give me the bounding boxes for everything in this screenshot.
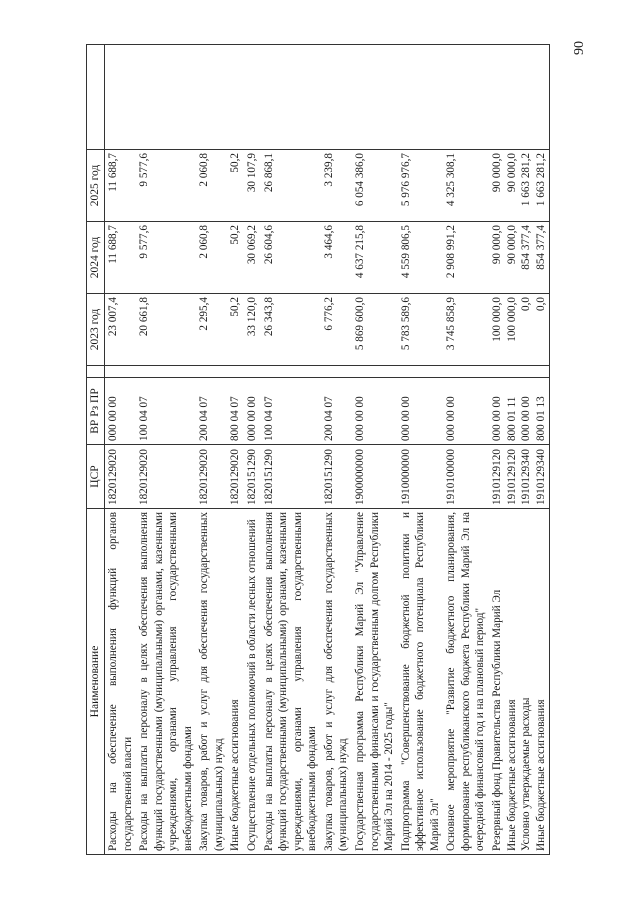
spacer-cell: [398, 366, 444, 378]
table-row: [321, 45, 352, 855]
csr-cell: [321, 445, 352, 509]
vr-rz-pr-cell-value: 800 04 07: [229, 396, 242, 441]
blank-cell: [196, 45, 227, 150]
spacer-cell: [196, 366, 227, 378]
spacer-cell: [261, 366, 321, 378]
amount-2025-value: 9 577,6: [138, 153, 151, 187]
spacer-cell: [352, 366, 398, 378]
vr-rz-pr-cell-value: 000 00 00: [399, 396, 412, 441]
vr-rz-pr-cell-value: 000 00 00: [491, 396, 503, 441]
blank-cell: [352, 45, 398, 150]
blank-cell: [398, 45, 444, 150]
amount-2024: [352, 222, 398, 294]
row-name-line: Резервный фонд Правительства Республики Марий Эл: [491, 589, 503, 851]
amount-2025-value: 1 663 281,2: [534, 153, 547, 207]
blank-cell: [227, 45, 244, 150]
row-name-line: Иные бюджетные ассигнования: [534, 699, 547, 851]
amount-2025: [398, 150, 444, 222]
amount-2025-value: 90 000,0: [505, 153, 518, 193]
budget-table: [86, 44, 550, 855]
amount-2024-value: 854 377,4: [534, 225, 547, 270]
blank-cell: [261, 45, 321, 150]
table-row: [489, 45, 550, 855]
csr-cell: [196, 445, 227, 509]
amount-2025: [321, 150, 352, 222]
row-name: [489, 509, 550, 855]
vr-rz-pr-cell-value: 200 04 07: [322, 396, 335, 441]
amount-2023: [136, 294, 196, 366]
table-row: [227, 45, 244, 855]
amount-2024-value: 50,2: [229, 225, 242, 245]
amount-2023: [443, 294, 489, 366]
csr-cell-value: 1910129120: [505, 449, 518, 505]
amount-2023: [321, 294, 352, 366]
vr-rz-pr-cell: [104, 378, 136, 445]
table-row: [352, 45, 398, 855]
csr-cell: [489, 445, 550, 509]
amount-2025: [261, 150, 321, 222]
amount-2025-value: 5 976 976,7: [399, 153, 412, 207]
vr-rz-pr-cell: [136, 378, 196, 445]
amount-2025-value: 1 663 281,2: [520, 153, 533, 207]
header-2023: 2023 год: [87, 294, 105, 366]
spacer-cell: [244, 366, 261, 378]
amount-2024-value: 30 069,2: [246, 225, 258, 265]
amount-2025: [244, 150, 261, 222]
row-name: Расходы на обеспечение выполнения функций органов государственной власти: [104, 509, 136, 855]
page-number: 90: [572, 41, 587, 55]
amount-2024-value: 26 604,6: [262, 225, 275, 265]
amount-2025: [196, 150, 227, 222]
row-name: Основное мероприятие "Развитие бюджетного планирования, формирование республиканского бюджета Республики Марий Эл на очередной финансовый год и на плановый период": [443, 509, 489, 855]
csr-cell-value: 1910129120: [491, 449, 503, 505]
amount-2025-value: 11 688,7: [106, 153, 119, 192]
row-name-line: Иные бюджетные ассигнования: [505, 699, 518, 851]
amount-2024-value: 90 000,0: [505, 225, 518, 265]
table-row: [136, 45, 196, 855]
header-2025: 2025 год: [87, 150, 105, 222]
amount-2025: [443, 150, 489, 222]
row-name-line: Условно утверждаемые расходы: [520, 697, 533, 851]
header-name: Наименование: [87, 509, 105, 855]
vr-rz-pr-cell-value: 000 00 00: [246, 396, 258, 441]
amount-2023-value: 5 783 589,6: [399, 297, 412, 351]
amount-2024-value: 2 908 991,2: [445, 225, 458, 279]
amount-2024-value: 9 577,6: [138, 225, 151, 259]
csr-cell-value: 1820129020: [229, 449, 242, 505]
amount-2025: [104, 150, 136, 222]
row-name: Подпрограмма "Совершенствование бюджетной политики и эффективное использование бюджетного потенциала Республики Марий Эл": [398, 509, 444, 855]
amount-2025-value: 6 054 386,0: [353, 153, 366, 207]
row-name: Закупка товаров, работ и услуг для обеспечения государственных (муниципальных) нужд: [196, 509, 227, 855]
csr-cell-value: 1900000000: [353, 449, 366, 505]
amount-2023-value: 33 120,0: [246, 297, 258, 337]
csr-cell: [261, 445, 321, 509]
vr-rz-pr-cell-value: 100 04 07: [262, 396, 275, 441]
spacer-cell: [489, 366, 550, 378]
vr-rz-pr-cell: [489, 378, 550, 445]
amount-2025-value: 50,2: [229, 153, 242, 173]
amount-2025-value: 30 107,9: [246, 153, 258, 193]
amount-2024: [398, 222, 444, 294]
csr-cell: [136, 445, 196, 509]
amount-2023-value: 20 661,8: [138, 297, 151, 337]
csr-cell-value: 1820129020: [198, 449, 211, 505]
blank-cell: [443, 45, 489, 150]
amount-2025-value: 3 239,8: [322, 153, 335, 187]
table-row: [104, 45, 136, 855]
amount-2023-value: 100 000,0: [491, 297, 503, 342]
amount-2023-value: 6 776,2: [322, 297, 335, 331]
row-name: Закупка товаров, работ и услуг для обеспечения государственных (муниципальных) нужд: [321, 509, 352, 855]
table-row: [196, 45, 227, 855]
table-row: [244, 45, 261, 855]
amount-2023-value: 23 007,4: [106, 297, 119, 337]
csr-cell-value: 1910129340: [520, 449, 533, 505]
csr-cell-value: 1820151290: [322, 449, 335, 505]
amount-2025-value: 26 868,1: [262, 153, 275, 193]
amount-2025-value: 2 060,8: [198, 153, 211, 187]
vr-rz-pr-cell: [196, 378, 227, 445]
amount-2023-value: 50,2: [229, 297, 242, 317]
amount-2024: [136, 222, 196, 294]
amount-2023: [244, 294, 261, 366]
amount-2024-value: 854 377,4: [520, 225, 533, 270]
amount-2024-value: 3 464,6: [322, 225, 335, 259]
csr-cell-value: 1820151290: [246, 449, 258, 505]
header-2024: 2024 год: [87, 222, 105, 294]
row-name: Иные бюджетные ассигнования: [227, 509, 244, 855]
blank-cell: [321, 45, 352, 150]
blank-cell: [489, 45, 550, 150]
csr-cell: [244, 445, 261, 509]
header-csr: ЦСР: [87, 445, 105, 509]
spacer-cell: [321, 366, 352, 378]
spacer-cell: [104, 366, 136, 378]
amount-2024: [104, 222, 136, 294]
table-row: [261, 45, 321, 855]
csr-cell: [227, 445, 244, 509]
table-header-row: [87, 45, 105, 855]
amount-2025-value: 4 325 308,1: [445, 153, 458, 207]
amount-2023-value: 0,0: [534, 297, 547, 311]
amount-2024: [489, 222, 550, 294]
amount-2023-value: 3 745 858,9: [445, 297, 458, 351]
vr-rz-pr-cell-value: 200 04 07: [198, 396, 211, 441]
header-vr: ВР: [89, 419, 101, 434]
amount-2023-value: 0,0: [520, 297, 533, 311]
amount-2024: [443, 222, 489, 294]
amount-2023-value: 100 000,0: [505, 297, 518, 342]
csr-cell-value: 1910129340: [534, 449, 547, 505]
blank-cell: [244, 45, 261, 150]
amount-2023-value: 26 343,8: [262, 297, 275, 337]
amount-2023: [227, 294, 244, 366]
amount-2025-value: 90 000,0: [491, 153, 503, 193]
csr-cell-value: 1910000000: [399, 449, 412, 505]
amount-2024: [227, 222, 244, 294]
vr-rz-pr-cell-value: 000 00 00: [520, 396, 533, 441]
csr-cell-value: 1820151290: [262, 449, 275, 505]
amount-2024-value: 4 637 215,8: [353, 225, 366, 279]
amount-2023: [352, 294, 398, 366]
amount-2024-value: 11 688,7: [106, 225, 119, 264]
row-name: Расходы на выплаты персоналу в целях обеспечения выполнения функций государственными (муниципальными) органами, казенными учреждениями, органами управления государственными внебюджетными фондами: [136, 509, 196, 855]
vr-rz-pr-cell-value: 800 01 11: [505, 396, 518, 441]
amount-2024: [196, 222, 227, 294]
amount-2023-value: 2 295,4: [198, 297, 211, 331]
table-body: [104, 45, 549, 855]
vr-rz-pr-cell: [244, 378, 261, 445]
row-name: Расходы на выплаты персоналу в целях обеспечения выполнения функций государственными (муниципальными) органами, казенными учреждениями, органами управления государственными внебюджетными фондами: [261, 509, 321, 855]
vr-rz-pr-cell: [321, 378, 352, 445]
csr-cell-value: 1820129020: [138, 449, 151, 505]
row-name: Осуществление отдельных полномочий в области лесных отношений: [244, 509, 261, 855]
header-rz: Рз: [89, 405, 101, 417]
row-name: Государственная программа Республики Марий Эл "Управление государственными финансами и государственным долгом Республики Марий Эл на 2014 - 2025 годы": [352, 509, 398, 855]
vr-rz-pr-cell: [227, 378, 244, 445]
csr-cell: [352, 445, 398, 509]
amount-2024-value: 90 000,0: [491, 225, 503, 265]
header-pr: ПР: [89, 388, 101, 403]
amount-2024-value: 4 559 806,5: [399, 225, 412, 279]
table-row: [443, 45, 489, 855]
header-blank: [87, 45, 105, 150]
amount-2024-value: 2 060,8: [198, 225, 211, 259]
table-row: [398, 45, 444, 855]
vr-rz-pr-cell-value: 800 01 13: [534, 396, 547, 441]
csr-cell: [398, 445, 444, 509]
csr-cell-value: 1910100000: [445, 449, 458, 505]
vr-rz-pr-cell-value: 000 00 00: [106, 396, 119, 441]
csr-cell: [443, 445, 489, 509]
spacer-cell: [443, 366, 489, 378]
amount-2023: [261, 294, 321, 366]
csr-cell: [104, 445, 136, 509]
header-vr-rz-pr: [87, 378, 105, 445]
amount-2023: [398, 294, 444, 366]
blank-cell: [136, 45, 196, 150]
spacer-cell: [136, 366, 196, 378]
vr-rz-pr-cell: [398, 378, 444, 445]
vr-rz-pr-cell: [443, 378, 489, 445]
vr-rz-pr-cell-value: 000 00 00: [353, 396, 366, 441]
amount-2025: [227, 150, 244, 222]
amount-2024: [261, 222, 321, 294]
amount-2023: [104, 294, 136, 366]
amount-2023: [196, 294, 227, 366]
header-spacer: [87, 366, 105, 378]
amount-2025: [489, 150, 550, 222]
vr-rz-pr-cell: [261, 378, 321, 445]
amount-2023: [489, 294, 550, 366]
amount-2025: [352, 150, 398, 222]
amount-2023-value: 5 869 600,0: [353, 297, 366, 351]
vr-rz-pr-cell: [352, 378, 398, 445]
amount-2024: [321, 222, 352, 294]
vr-rz-pr-cell-value: 000 00 00: [445, 396, 458, 441]
amount-2025: [136, 150, 196, 222]
spacer-cell: [227, 366, 244, 378]
vr-rz-pr-cell-value: 100 04 07: [138, 396, 151, 441]
blank-cell: [104, 45, 136, 150]
csr-cell-value: 1820129020: [106, 449, 119, 505]
amount-2024: [244, 222, 261, 294]
